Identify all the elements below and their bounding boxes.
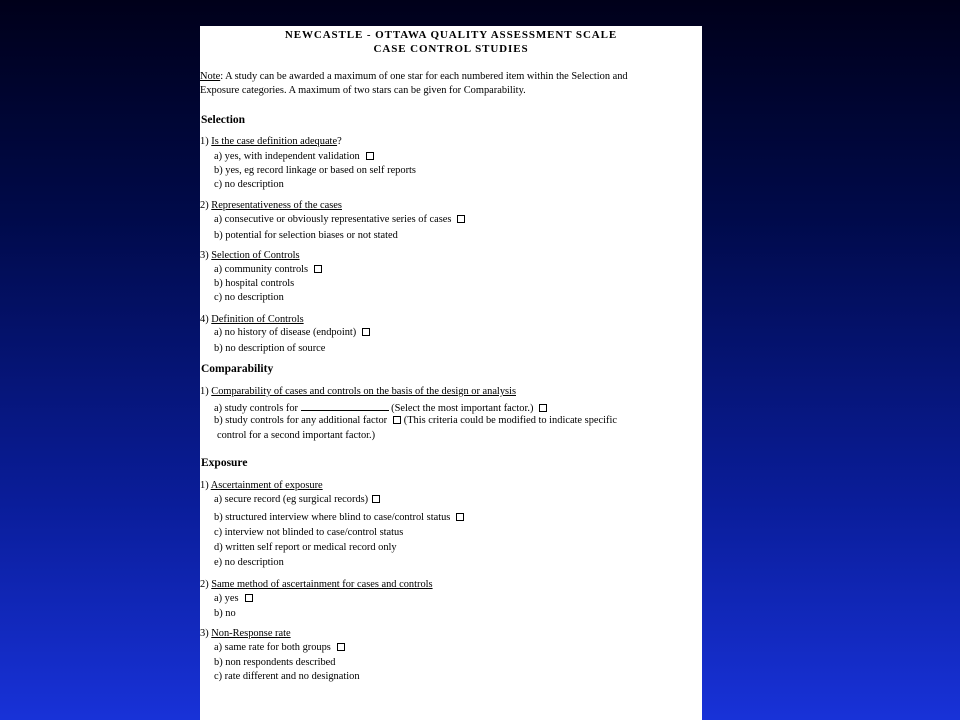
note-label: Note [200,71,221,82]
question-text: Is the case definition adequate [211,136,338,147]
option-text: b) study controls for any additional factor [214,415,388,426]
document-subtitle: CASE CONTROL STUDIES [373,43,529,55]
option-item [214,642,345,654]
option-item: b) no [214,608,236,619]
option-note-continued: control for a second important factor.) [217,430,376,441]
question-heading [200,136,342,148]
question-text: Selection of Controls [211,250,300,261]
star-box-icon [366,152,374,160]
section-heading-selection: Selection [201,114,246,126]
assessment-scale-page [200,26,702,720]
note-text-1: : A study can be awarded a maximum of one star for each numbered item within the Selection and [220,71,628,82]
option-text: a) study controls for [214,403,301,414]
question-heading [200,386,516,398]
question-text: Definition of Controls [211,314,304,325]
question-heading [200,628,291,640]
option-text: a) same rate for both groups [214,642,331,653]
option-text: a) no history of disease (endpoint) [214,327,357,338]
option-text: a) yes, with independent validation [214,151,360,162]
star-box-icon [362,328,370,336]
question-text: Representativeness of the cases [211,200,342,211]
question-heading [200,314,304,326]
question-heading [200,480,323,492]
option-item [214,401,547,415]
question-number: 2) [200,579,212,590]
star-box-icon [393,416,401,424]
option-item: b) non respondents described [214,657,336,668]
section-heading-exposure: Exposure [201,457,248,469]
question-number: 4) [200,314,212,325]
star-box-icon [456,513,464,521]
star-box-icon [457,215,465,223]
option-item: d) written self report or medical record only [214,542,397,553]
star-box-icon [245,594,253,602]
option-item [214,214,465,226]
question-heading [200,579,433,591]
star-box-icon [337,643,345,651]
question-text: Non-Response rate [211,628,291,639]
question-suffix: ? [337,136,342,147]
option-item: b) hospital controls [214,278,295,289]
option-item: b) potential for selection biases or not stated [214,230,398,241]
option-text: a) consecutive or obviously representative series of cases [214,214,452,225]
question-text: Same method of ascertainment for cases and controls [211,579,433,590]
question-heading [200,250,300,262]
option-item: b) yes, eg record linkage or based on self reports [214,165,416,176]
option-item: e) no description [214,557,284,568]
option-item [214,593,253,605]
section-heading-comparability: Comparability [201,363,274,375]
question-text: Comparability of cases and controls on the basis of the design or analysis [211,386,516,397]
option-text: a) community controls [214,264,309,275]
option-text-suffix: (Select the most important factor.) [388,403,534,414]
question-number: 2) [200,200,212,211]
star-box-icon [372,495,380,503]
option-item [214,494,380,506]
option-item [214,327,370,339]
option-item [214,415,617,427]
question-number: 1) [200,386,212,397]
star-box-icon [539,404,547,412]
option-note: (This criteria could be modified to indicate specific [401,415,617,426]
option-item: b) no description of source [214,343,326,354]
note-line-2: Exposure categories. A maximum of two stars can be given for Comparability. [200,85,526,96]
question-number: 1) [200,136,212,147]
option-item [214,512,464,524]
option-item [214,151,374,163]
factor-blank-line [301,401,389,411]
option-item: c) interview not blinded to case/control status [214,527,404,538]
question-number: 3) [200,628,212,639]
star-box-icon [314,265,322,273]
question-heading [200,200,342,212]
option-text: a) secure record (eg surgical records) [214,494,369,505]
option-item: c) rate different and no designation [214,671,360,682]
option-text: a) yes [214,593,239,604]
option-item: c) no description [214,292,284,303]
option-item [214,264,322,276]
note-line-1 [200,71,628,83]
question-text: Ascertainment of exposure [210,480,323,491]
option-item: c) no description [214,179,284,190]
option-text: b) structured interview where blind to case/control status [214,512,451,523]
document-title: NEWCASTLE - OTTAWA QUALITY ASSESSMENT SCALE [284,29,618,41]
question-number: 3) [200,250,212,261]
question-number: 1) [200,480,211,491]
